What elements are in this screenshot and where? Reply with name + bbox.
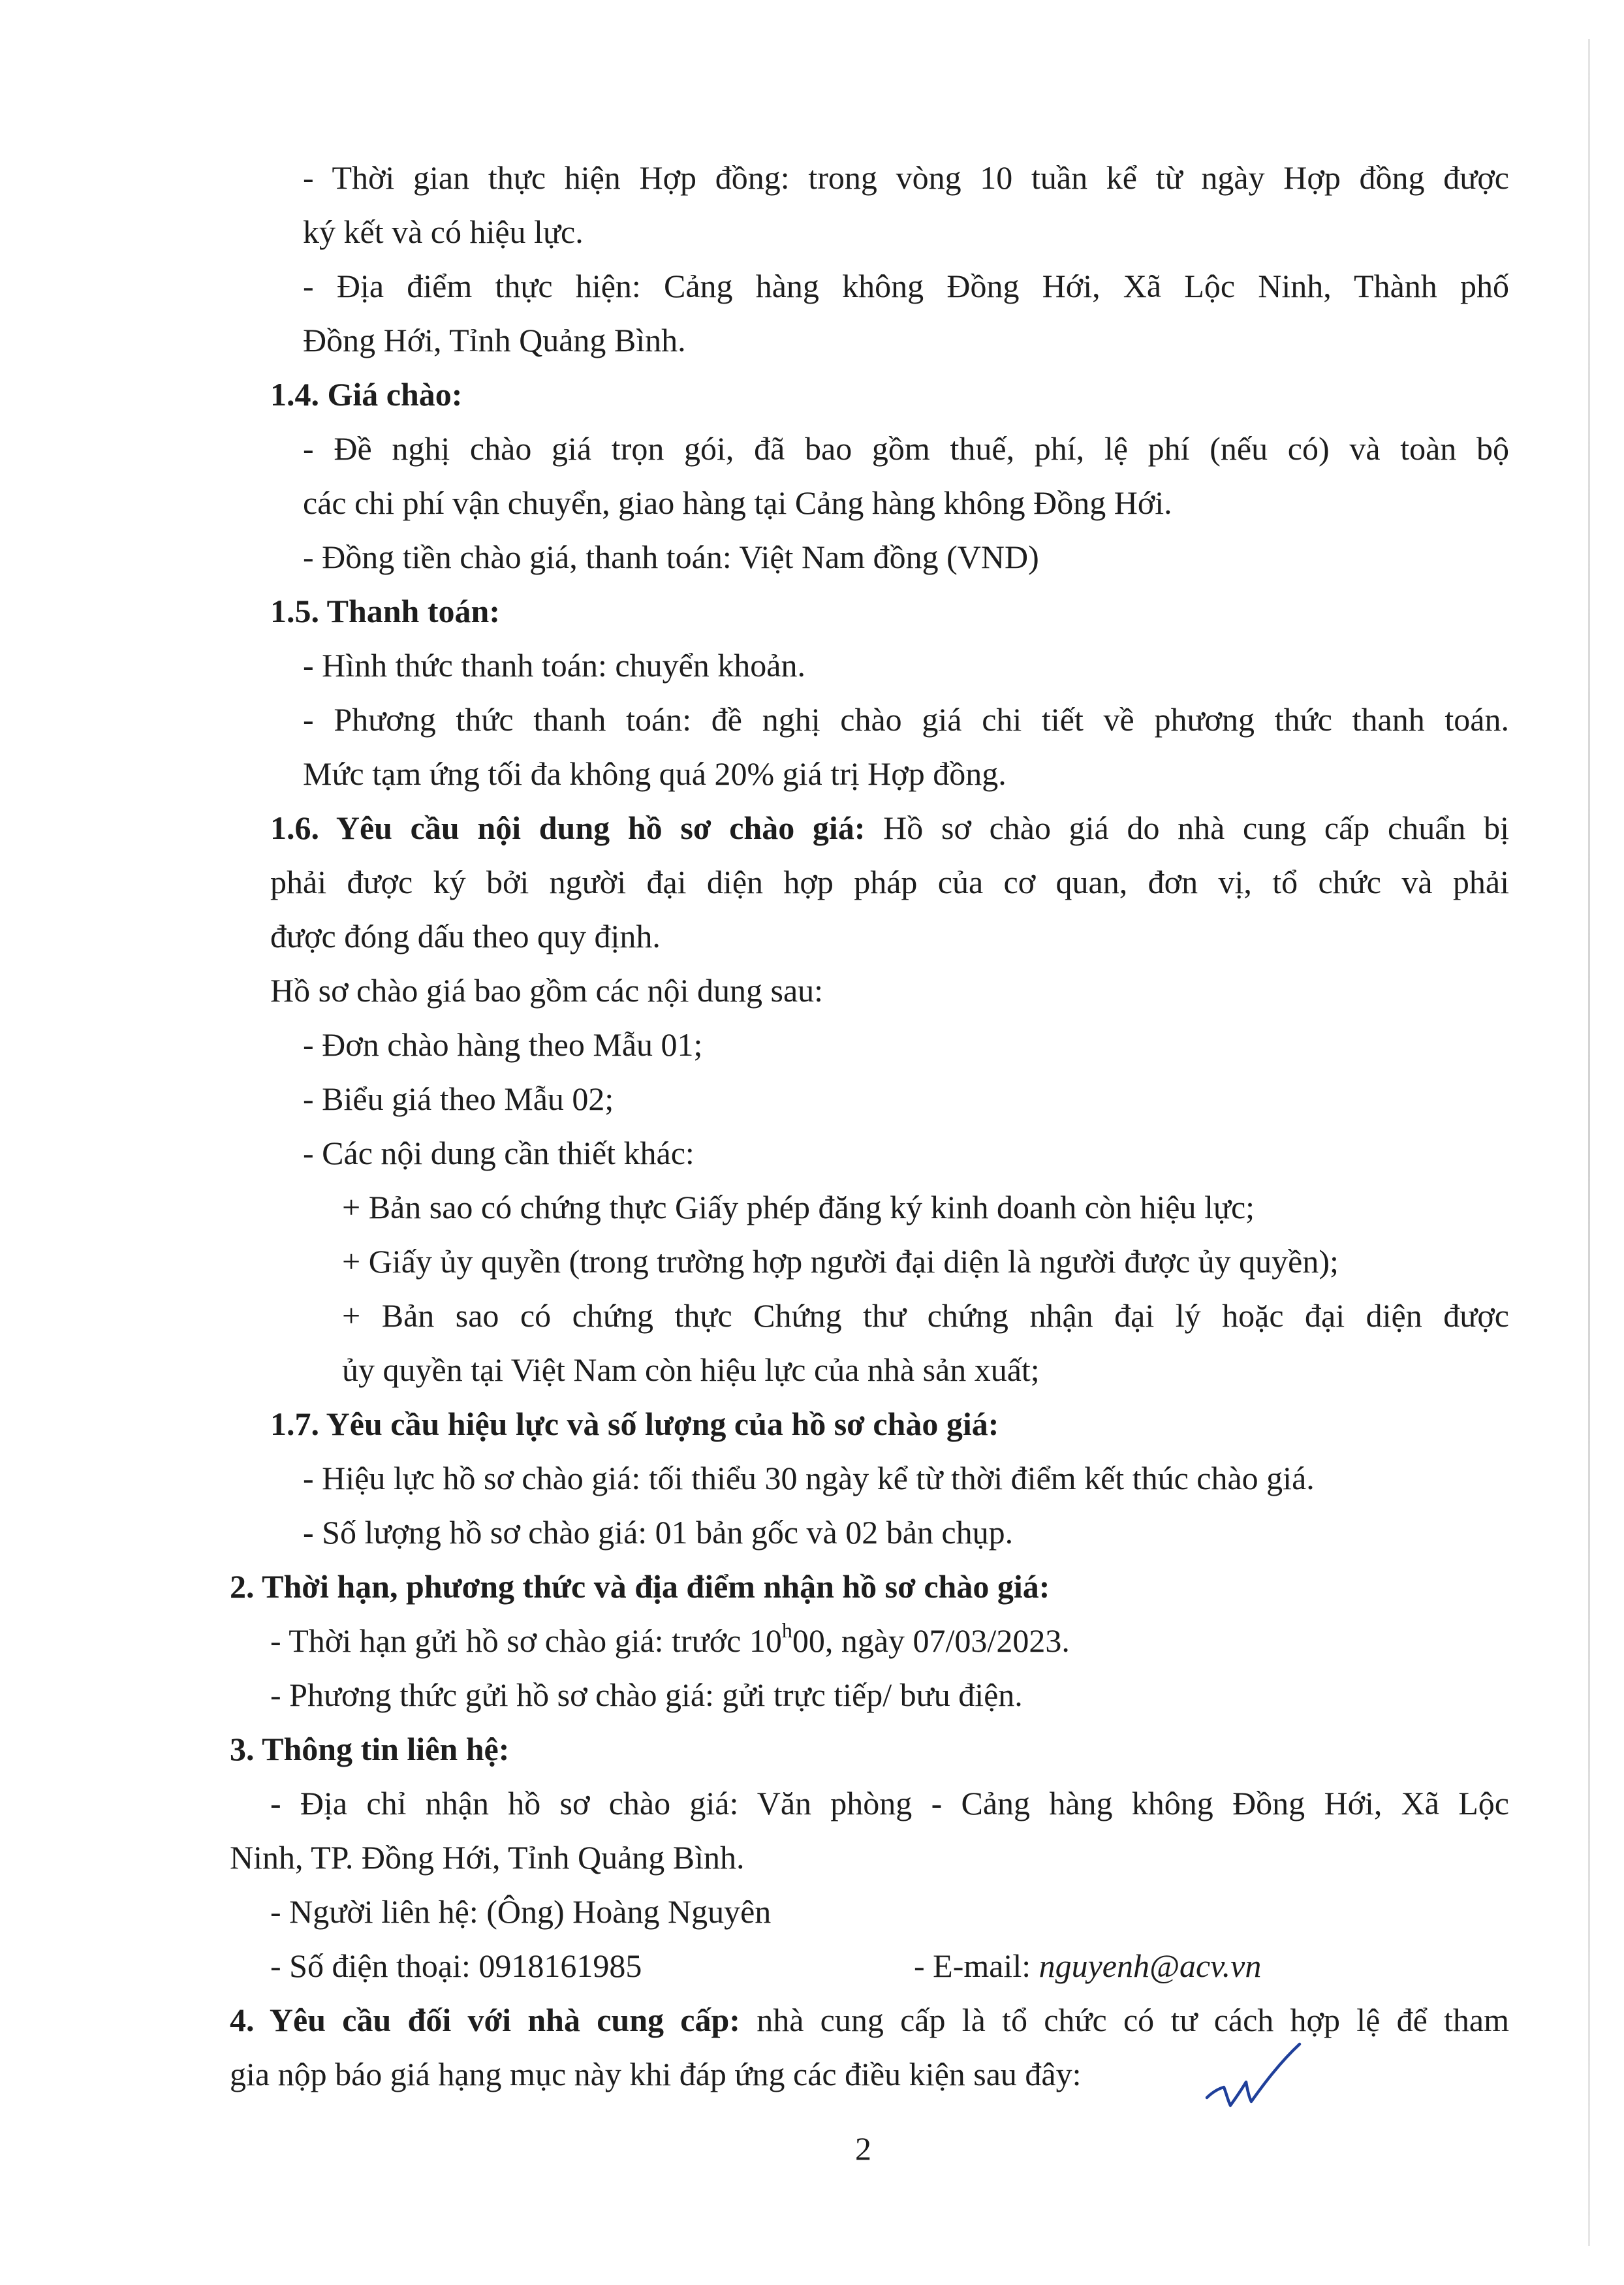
- email-label: - E-mail:: [914, 1947, 1039, 1984]
- contents-item-3: - Các nội dung cần thiết khác:: [303, 1135, 695, 1171]
- contents-sub-3-line-2: ủy quyền tại Việt Nam còn hiệu lực của nhà sản xuất;: [342, 1351, 1040, 1388]
- section-4-heading: 4. Yêu cầu đối với nhà cung cấp:: [230, 2002, 740, 2038]
- payment-line-2: - Phương thức thanh toán: đề nghị chào giá chi tiết về phương thức thanh toán.: [303, 701, 1509, 738]
- place-line-2: Đồng Hới, Tỉnh Quảng Bình.: [303, 322, 686, 358]
- validity-line-2: - Số lượng hồ sơ chào giá: 01 bản gốc và 02 bản chụp.: [303, 1514, 1014, 1551]
- contents-sub-1: + Bản sao có chứng thực Giấy phép đăng ký kinh doanh còn hiệu lực;: [342, 1189, 1255, 1225]
- section-2-heading: 2. Thời hạn, phương thức và địa điểm nhận hồ sơ chào giá:: [230, 1568, 1050, 1605]
- place-line-1: - Địa điểm thực hiện: Cảng hàng không Đồng Hới, Xã Lộc Ninh, Thành phố: [303, 268, 1509, 304]
- handwritten-initials: [1204, 2040, 1302, 2112]
- price-line-1: - Đề nghị chào giá trọn gói, đã bao gồm thuế, phí, lệ phí (nếu có) và toàn bộ: [303, 430, 1509, 467]
- payment-line-3: Mức tạm ứng tối đa không quá 20% giá trị Hợp đồng.: [303, 755, 1007, 792]
- time-line-2: ký kết và có hiệu lực.: [303, 213, 584, 250]
- contents-item-2: - Biểu giá theo Mẫu 02;: [303, 1080, 614, 1117]
- address-line-2: Ninh, TP. Đồng Hới, Tỉnh Quảng Bình.: [230, 1839, 745, 1876]
- phone-number: - Số điện thoại: 0918161985: [270, 1947, 642, 1984]
- email-address[interactable]: nguyenh@acv.vn: [1038, 1947, 1262, 1984]
- section-1-7-heading: 1.7. Yêu cầu hiệu lực và số lượng của hồ sơ chào giá:: [270, 1406, 999, 1442]
- page-number: 2: [855, 2130, 871, 2167]
- section-1-6-line-3: được đóng dấu theo quy định.: [270, 918, 661, 954]
- section-1-6-intro: [270, 808, 1509, 847]
- submission-method: - Phương thức gửi hồ sơ chào giá: gửi trực tiếp/ bưu điện.: [270, 1677, 1023, 1713]
- price-line-2: các chi phí vận chuyển, giao hàng tại Cảng hàng không Đồng Hới.: [303, 484, 1172, 521]
- email-line: [914, 1946, 1261, 1985]
- validity-line-1: - Hiệu lực hồ sơ chào giá: tối thiểu 30 ngày kể từ thời điểm kết thúc chào giá.: [303, 1460, 1315, 1496]
- section-1-6-heading: 1.6. Yêu cầu nội dung hồ sơ chào giá:: [270, 810, 866, 846]
- section-4-line-2: gia nộp báo giá hạng mục này khi đáp ứng các điều kiện sau đây:: [230, 2056, 1082, 2092]
- contents-item-1: - Đơn chào hàng theo Mẫu 01;: [303, 1026, 703, 1063]
- contents-sub-2: + Giấy ủy quyền (trong trường hợp người đại diện là người được ủy quyền);: [342, 1243, 1339, 1280]
- price-line-3: - Đồng tiền chào giá, thanh toán: Việt Nam đồng (VND): [303, 539, 1039, 575]
- section-1-6-line-2: phải được ký bởi người đại diện hợp pháp của cơ quan, đơn vị, tổ chức và phải: [270, 864, 1509, 900]
- address-line-1: - Địa chỉ nhận hồ sơ chào giá: Văn phòng - Cảng hàng không Đồng Hới, Xã Lộc: [270, 1785, 1509, 1821]
- contact-person: - Người liên hệ: (Ông) Hoàng Nguyên: [270, 1893, 772, 1930]
- contents-intro: Hồ sơ chào giá bao gồm các nội dung sau:: [270, 972, 824, 1009]
- section-1-5-heading: 1.5. Thanh toán:: [270, 593, 500, 629]
- section-4-intro: [230, 2000, 1509, 2040]
- section-1-6-intro-text: Hồ sơ chào giá do nhà cung cấp chuẩn bị: [865, 810, 1509, 846]
- payment-line-1: - Hình thức thanh toán: chuyển khoản.: [303, 647, 805, 684]
- section-4-intro-text: nhà cung cấp là tổ chức có tư cách hợp lệ để tham: [740, 2002, 1510, 2038]
- deadline-hour-sup: h: [781, 1618, 792, 1643]
- deadline-line: [270, 1618, 1070, 1660]
- contents-sub-3-line-1: + Bản sao có chứng thực Chứng thư chứng nhận đại lý hoặc đại diện được: [342, 1297, 1509, 1334]
- scan-edge-shadow: [1588, 39, 1590, 2246]
- deadline-suffix: 00, ngày 07/03/2023.: [792, 1622, 1070, 1659]
- section-1-4-heading: 1.4. Giá chào:: [270, 376, 463, 413]
- time-line-1: - Thời gian thực hiện Hợp đồng: trong vòng 10 tuần kể từ ngày Hợp đồng được: [303, 159, 1509, 196]
- section-3-heading: 3. Thông tin liên hệ:: [230, 1731, 510, 1767]
- deadline-prefix: - Thời hạn gửi hồ sơ chào giá: trước 10: [270, 1622, 782, 1659]
